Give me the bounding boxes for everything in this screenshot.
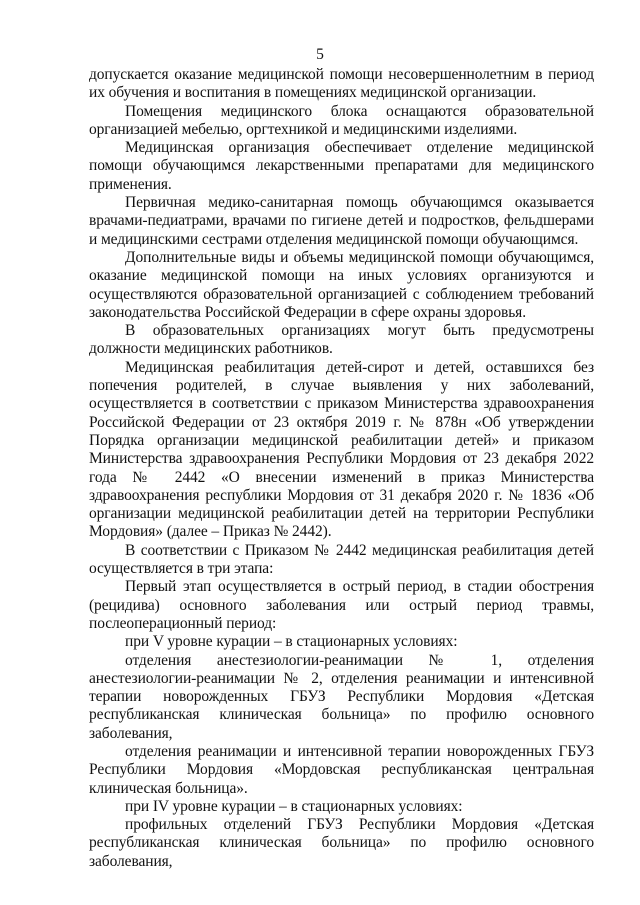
page-number: 5 xyxy=(316,46,324,63)
paragraph: при V уровне курации – в стационарных условиях: xyxy=(125,633,458,651)
paragraph: Первый этап осуществляется в острый период, в стадии обострения (рецидива) основного заболевания или острый период травмы, послеоперационный период: xyxy=(89,578,594,632)
paragraph: Медицинская организация обеспечивает отделение медицинской помощи обучающимся лекарственными препаратами для медицинского применения. xyxy=(89,139,594,193)
paragraph: В образовательных организациях могут быть предусмотрены должности медицинских работников. xyxy=(89,322,594,358)
paragraph: отделения реанимации и интенсивной терапии новорожденных ГБУЗ Республики Мордовия «Мордовская республиканская центральная клиническая больница». xyxy=(89,742,594,797)
paragraph: отделения анестезиологии-реанимации № 1, отделения анестезиологии-реанимации № 2, отделения реанимации и интенсивной терапии новорожденных ГБУЗ Республики Мордовия «Детская республиканская клиническая больница» по профилю основного заболевания, xyxy=(89,651,594,742)
paragraph: допускается оказание медицинской помощи несовершеннолетним в период их обучения и воспитания в помещениях медицинской организации. xyxy=(89,66,594,102)
paragraph: при IV уровне курации – в стационарных условиях: xyxy=(125,797,463,815)
paragraph: Дополнительные виды и объемы медицинской помощи обучающимся, оказание медицинской помощи на иных условиях организуются и осуществляются образовательной организацией с соблюдением требований законодательства Российской Федерации в сфере охраны здоровья. xyxy=(89,248,594,321)
paragraph: В соответствии с Приказом № 2442 медицинская реабилитация детей осуществляется в три этапа: xyxy=(89,541,594,578)
paragraph: Помещения медицинского блока оснащаются образовательной организацией мебелью, оргтехникой и медицинскими изделиями. xyxy=(89,102,594,138)
paragraph: Медицинская реабилитация детей-сирот и детей, оставшихся без попечения родителей, в случае выявления у них заболеваний, осуществляется в соответствии с приказом Министерства здравоохранения Российской Федерации от 23 октября 2019 г. № 878н «Об утверждении Порядка организации медицинской реабилитации детей» и приказом Министерства здравоохранения Республики Мордовия от 23 декабря 2022 года № 2442 «О внесении изменений в приказ Министерства здравоохранения республики Мордовия от 31 декабря 2020 г. № 1836 «Об организации медицинской реабилитации детей на территории Республики Мордовия» (далее – Приказ № 2442). xyxy=(89,358,594,541)
document-body xyxy=(89,66,594,871)
paragraph: профильных отделений ГБУЗ Республики Мордовия «Детская республиканская клиническая больница» по профилю основного заболевания, xyxy=(89,816,594,870)
paragraph: Первичная медико-санитарная помощь обучающимся оказывается врачами-педиатрами, врачами по гигиене детей и подростков, фельдшерами и медицинскими сестрами отделения медицинской помощи обучающимся. xyxy=(89,194,594,248)
